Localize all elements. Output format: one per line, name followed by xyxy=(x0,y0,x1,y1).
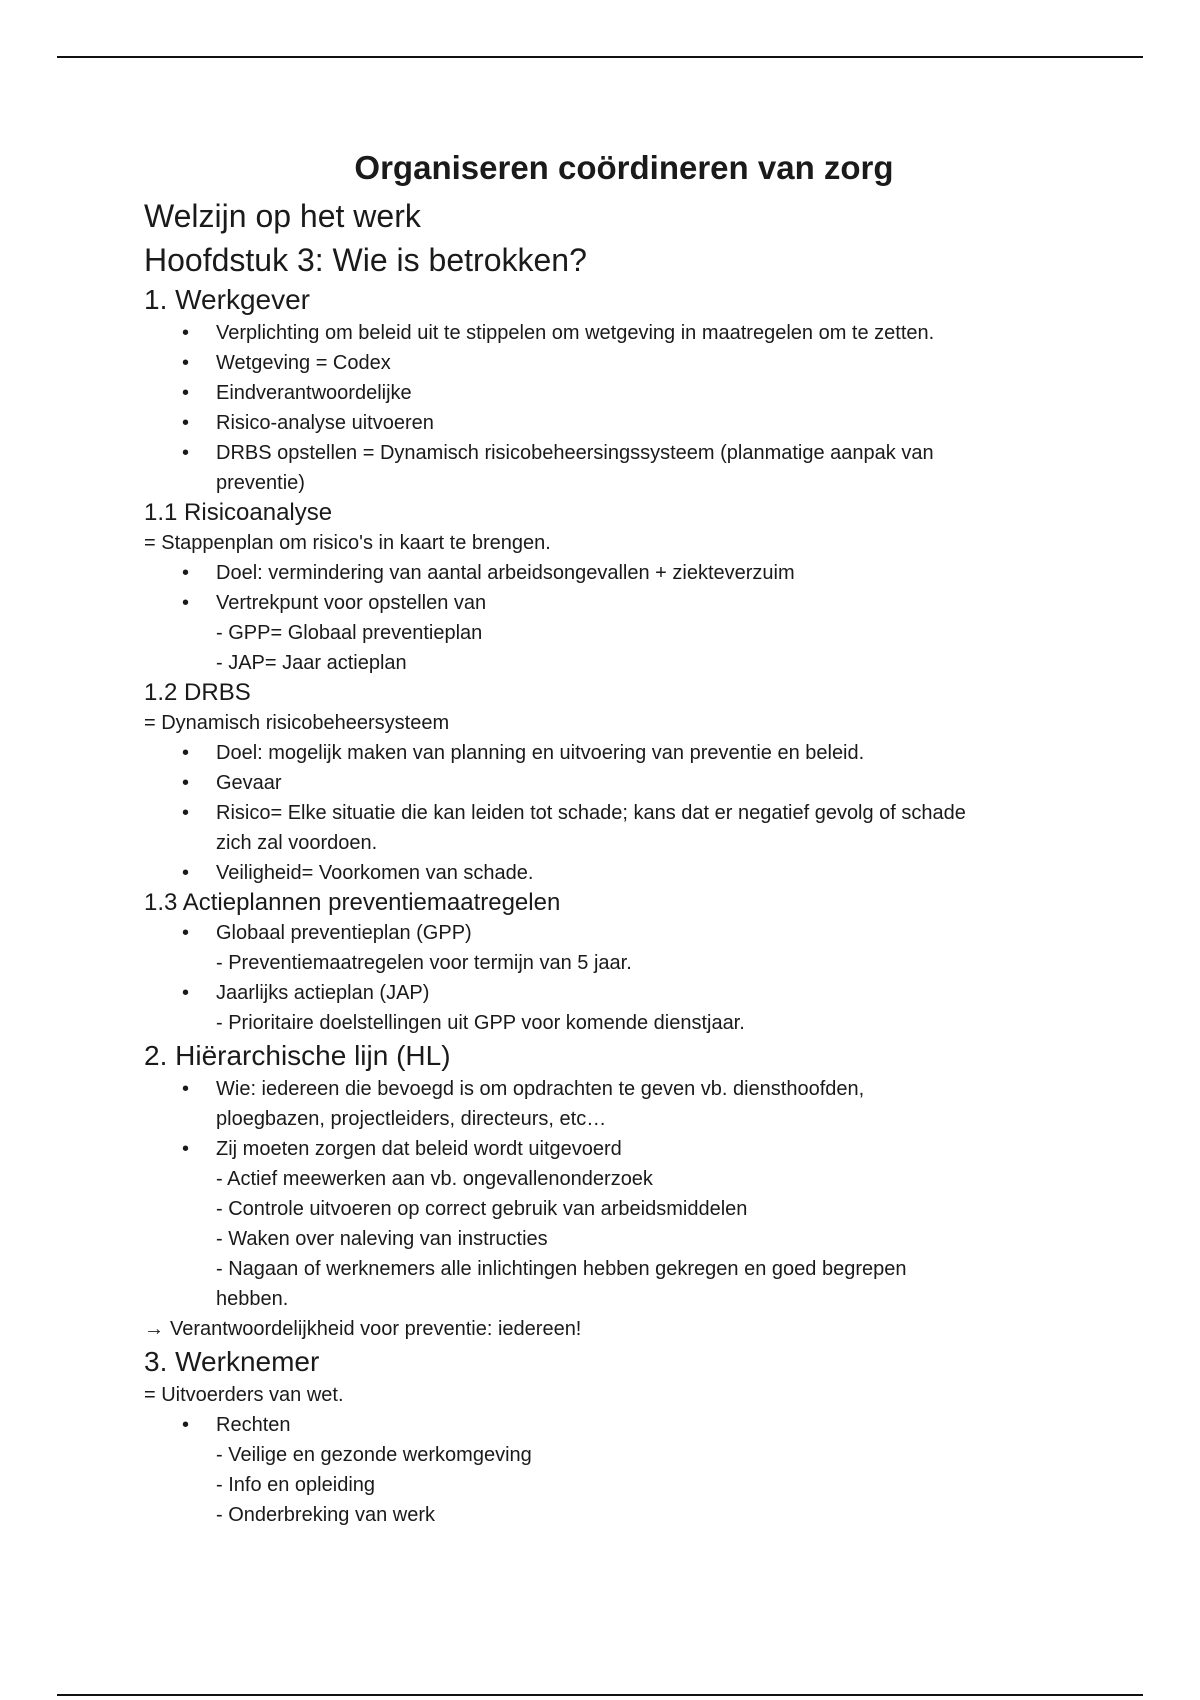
drbs-list xyxy=(144,738,1104,888)
sub-item: - Waken over naleving van instructies xyxy=(216,1228,548,1250)
section-drbs-heading: 1.2 DRBS xyxy=(144,679,251,706)
list-item: • Veiligheid= Voorkomen van schade. xyxy=(144,858,1104,888)
list-item-text: • Jaarlijks actieplan (JAP) xyxy=(216,982,430,1004)
sub-item: - Preventiemaatregelen voor termijn van 5 jaar. xyxy=(216,952,632,974)
section-werknemer-heading: 3. Werknemer xyxy=(144,1346,320,1377)
list-item: • Doel: mogelijk maken van planning en uitvoering van preventie en beleid. xyxy=(144,738,1104,768)
chapter-heading: Hoofdstuk 3: Wie is betrokken? xyxy=(144,242,587,278)
werknemer-definition: = Uitvoerders van wet. xyxy=(144,1384,344,1406)
list-item: • Wie: iedereen die bevoegd is om opdrachten te geven vb. diensthoofden, ploegbazen, projectleiders, directeurs, etc… xyxy=(144,1074,1104,1134)
section-risicoanalyse-heading: 1.1 Risicoanalyse xyxy=(144,499,333,526)
list-item xyxy=(144,1134,1104,1314)
document-title: Organiseren coördineren van zorg xyxy=(354,149,894,186)
list-item: • Doel: vermindering van aantal arbeidsongevallen + ziekteverzuim xyxy=(144,558,1104,588)
list-item-text: • Zij moeten zorgen dat beleid wordt uitgevoerd xyxy=(216,1138,622,1160)
sub-item: - Controle uitvoeren op correct gebruik van arbeidsmiddelen xyxy=(216,1198,748,1220)
conclusion-text: Verantwoordelijkheid voor preventie: iedereen! xyxy=(170,1318,582,1340)
actieplannen-list xyxy=(144,918,1104,1038)
risicoanalyse-definition: = Stappenplan om risico's in kaart te brengen. xyxy=(144,532,551,554)
list-item-text: • Globaal preventieplan (GPP) xyxy=(216,922,472,944)
sub-item: - JAP= Jaar actieplan xyxy=(216,652,407,674)
list-item xyxy=(144,588,1104,678)
drbs-definition: = Dynamisch risicobeheersysteem xyxy=(144,712,450,734)
subject-heading: Welzijn op het werk xyxy=(144,198,421,234)
list-item: • Gevaar xyxy=(144,768,1104,798)
list-item xyxy=(144,918,1104,978)
list-item: • Risico= Elke situatie die kan leiden tot schade; kans dat er negatief gevolg of schade zich zal voordoen. xyxy=(144,798,1104,858)
conclusion-line xyxy=(144,1314,1104,1344)
list-item: • Wetgeving = Codex xyxy=(144,348,1104,378)
list-item: • DRBS opstellen = Dynamisch risicobeheersingssysteem (planmatige aanpak van preventie) xyxy=(144,438,1104,498)
list-item: • Verplichting om beleid uit te stippelen om wetgeving in maatregelen om te zetten. xyxy=(144,318,1104,348)
section-actieplannen-heading: 1.3 Actieplannen preventiemaatregelen xyxy=(144,889,561,916)
sub-item: - Actief meewerken aan vb. ongevallenonderzoek xyxy=(216,1168,653,1190)
sub-item: - Onderbreking van werk xyxy=(216,1504,435,1526)
sub-item: - GPP= Globaal preventieplan xyxy=(216,622,483,644)
list-item: • Risico-analyse uitvoeren xyxy=(144,408,1104,438)
document-body xyxy=(144,146,1104,1530)
list-item xyxy=(144,978,1104,1038)
section-hierarchische-lijn-heading: 2. Hiërarchische lijn (HL) xyxy=(144,1040,451,1071)
list-item-text: • Vertrekpunt voor opstellen van xyxy=(216,592,487,614)
risicoanalyse-list xyxy=(144,558,1104,678)
list-item xyxy=(144,1410,1104,1530)
sub-item: - Veilige en gezonde werkomgeving xyxy=(216,1444,532,1466)
section-werkgever-heading: 1. Werkgever xyxy=(144,284,310,315)
sub-item: - Info en opleiding xyxy=(216,1474,376,1496)
list-item: • Eindverantwoordelijke xyxy=(144,378,1104,408)
hierarchische-lijn-list xyxy=(144,1074,1104,1314)
sub-item: - Prioritaire doelstellingen uit GPP voor komende dienstjaar. xyxy=(216,1012,745,1034)
footer-rule xyxy=(57,1694,1143,1696)
werkgever-list xyxy=(144,318,1104,498)
arrow-right-icon: → xyxy=(144,1318,164,1340)
werknemer-list xyxy=(144,1410,1104,1530)
header-rule xyxy=(57,56,1143,58)
sub-item: - Nagaan of werknemers alle inlichtingen hebben gekregen en goed begrepen hebben. xyxy=(216,1258,907,1310)
list-item-text: • Rechten xyxy=(216,1414,291,1436)
